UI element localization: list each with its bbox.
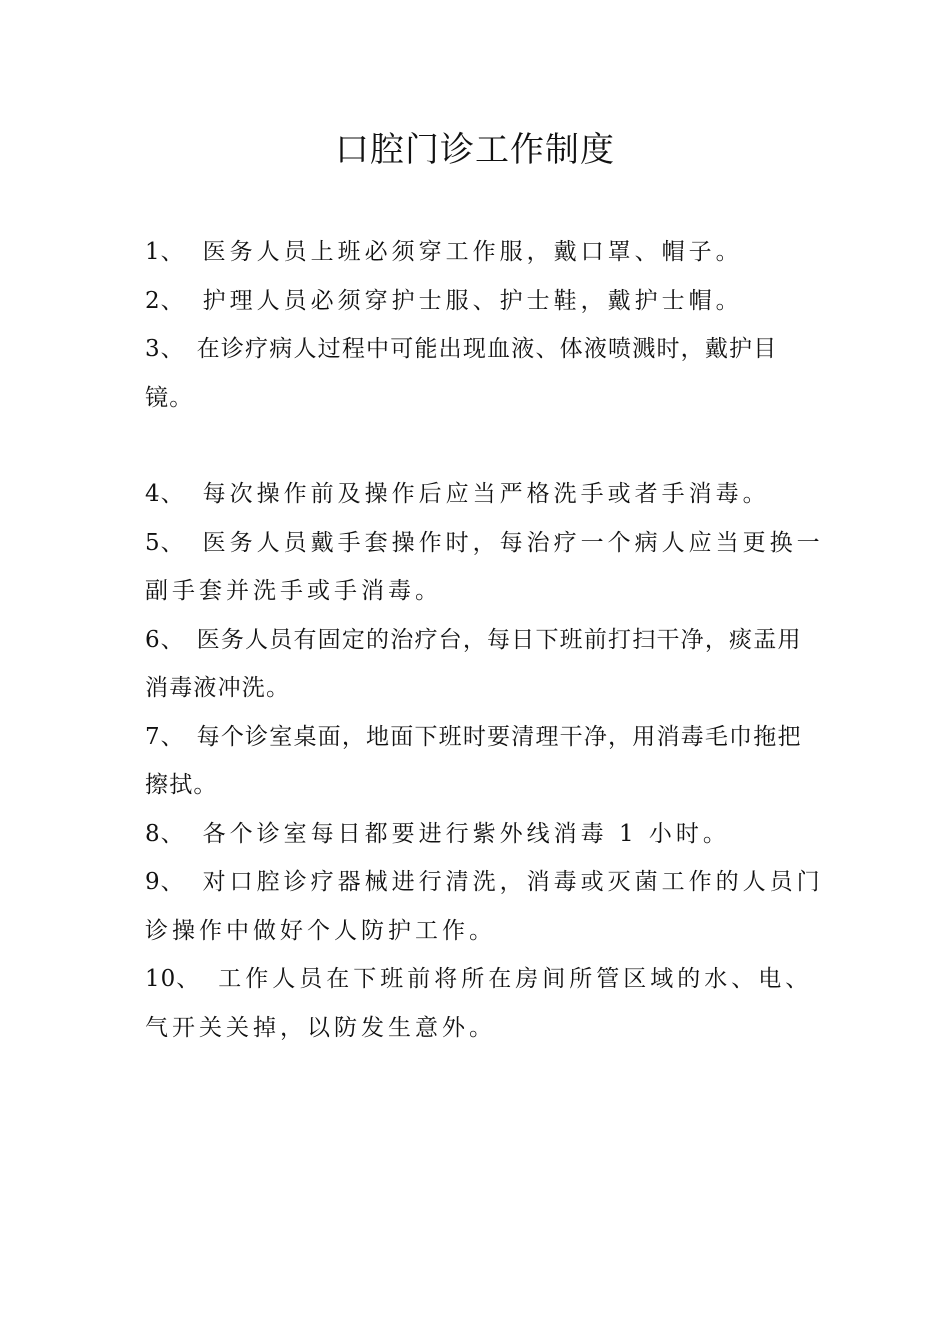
rule-item-8	[145, 810, 825, 859]
rule-number: 1、	[145, 239, 185, 265]
rule-number: 7、	[145, 723, 185, 750]
rule-item-9	[145, 858, 825, 955]
rules-list	[145, 228, 825, 1052]
rule-item-3	[145, 325, 825, 422]
rule-text: 医务人员有固定的治疗台，每日下班前打扫干净，痰盂用消毒液冲洗。	[145, 626, 802, 701]
rule-number: 8、	[145, 820, 185, 847]
rule-item-6	[145, 616, 825, 713]
document-title: 口腔门诊工作制度	[335, 130, 615, 170]
rule-item-7	[145, 713, 825, 810]
rule-number: 2、	[145, 287, 185, 314]
rule-text: 对口腔诊疗器械进行清洗，消毒或灭菌工作的人员门诊操作中做好个人防护工作。	[145, 869, 824, 944]
rule-item-10	[145, 955, 825, 1052]
rule-text: 医务人员戴手套操作时，每治疗一个病人应当更换一副手套并洗手或手消毒。	[145, 529, 824, 604]
rule-text: 各个诊室每日都要进行紫外线消毒 1 小时。	[202, 820, 730, 847]
rule-item-5	[145, 519, 825, 616]
rule-item-2	[145, 277, 825, 326]
rule-number: 6、	[145, 626, 185, 653]
rule-text: 医务人员上班必须穿工作服，戴口罩、帽子。	[202, 239, 743, 265]
rule-item-4	[145, 470, 825, 519]
rule-number: 9、	[145, 869, 185, 895]
rule-text: 工作人员在下班前将所在房间所管区域的水、电、气开关关掉，以防发生意外。	[145, 966, 813, 1041]
rule-number: 4、	[145, 481, 185, 507]
rule-number: 3、	[145, 336, 185, 362]
rule-text: 每次操作前及操作后应当严格洗手或者手消毒。	[202, 481, 770, 507]
rule-number: 5、	[145, 529, 185, 556]
rule-text: 在诊疗病人过程中可能出现血液、体液喷溅时，戴护目镜。	[145, 336, 778, 411]
rule-text: 每个诊室桌面，地面下班时要清理干净，用消毒毛巾拖把擦拭。	[145, 723, 802, 798]
rule-item-1	[145, 228, 825, 277]
rule-text: 护理人员必须穿护士服、护士鞋，戴护士帽。	[202, 287, 743, 314]
rule-number: 10、	[145, 966, 201, 992]
